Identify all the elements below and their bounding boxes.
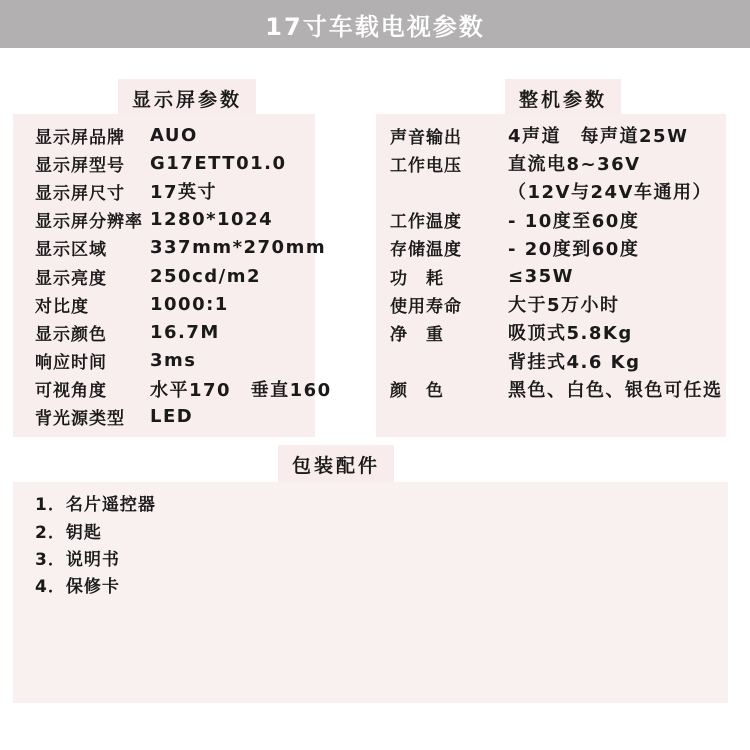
spec-row: [13, 290, 315, 318]
spec-label: 显示屏型号: [35, 155, 125, 176]
spec-value: 1280*1024: [150, 209, 274, 231]
spec-row: [13, 403, 315, 431]
spec-value: 1000:1: [150, 293, 229, 315]
machine-section-heading: 整机参数: [505, 79, 621, 118]
spec-row: [13, 149, 315, 177]
machine-spec-panel: [376, 114, 726, 437]
spec-label: 颜 色: [390, 381, 444, 402]
spec-label: 显示屏分辨率: [35, 212, 143, 233]
page-title: 17寸车载电视参数: [265, 12, 485, 41]
spec-label: 对比度: [35, 296, 89, 317]
spec-label: 响应时间: [35, 353, 107, 374]
spec-row: [376, 290, 726, 318]
spec-value: 背挂式4.6 Kg: [508, 351, 641, 373]
spec-value: 直流电8~36V: [508, 154, 641, 176]
spec-value: ≤35W: [508, 265, 574, 287]
spec-label: 显示颜色: [35, 324, 107, 345]
display-spec-panel: [13, 114, 332, 437]
spec-row: [376, 262, 726, 290]
spec-label: 工作电压: [390, 155, 462, 176]
spec-row: [13, 206, 315, 234]
spec-row: [376, 121, 726, 149]
accessory-item: 4．保修卡: [35, 577, 120, 598]
spec-value: （12V与24V车通用）: [508, 182, 712, 204]
accessory-list: [13, 489, 728, 599]
spec-label: 使用寿命: [390, 296, 462, 317]
spec-row: [376, 318, 726, 346]
spec-row: [13, 262, 315, 290]
spec-label: 工作温度: [390, 212, 462, 233]
display-spec-rows: [13, 121, 332, 431]
accessories-box: [13, 482, 728, 703]
spec-row: [376, 149, 726, 177]
spec-label: 功 耗: [390, 268, 444, 289]
spec-label: 显示区域: [35, 240, 107, 261]
spec-value: 17英寸: [150, 182, 218, 204]
spec-row: [376, 347, 726, 375]
accessory-item: 1．名片遥控器: [35, 495, 156, 516]
spec-label: 存储温度: [390, 240, 462, 261]
spec-label: 背光源类型: [35, 409, 125, 430]
title-bar: [0, 0, 750, 48]
spec-value: 大于5万小时: [508, 295, 620, 317]
spec-value: 3ms: [150, 350, 197, 372]
spec-row: [13, 375, 332, 403]
spec-label: 可视角度: [35, 381, 107, 402]
spec-row: [13, 234, 327, 262]
spec-value: - 10度至60度: [508, 210, 640, 232]
spec-row: [13, 318, 315, 346]
spec-value: AUO: [150, 124, 198, 146]
spec-label: 显示亮度: [35, 268, 107, 289]
spec-value: 吸顶式5.8Kg: [508, 323, 633, 345]
spec-value: G17ETT01.0: [150, 152, 287, 174]
display-section-heading: 显示屏参数: [118, 79, 256, 118]
spec-row: [13, 347, 315, 375]
accessory-item: 3．说明书: [35, 549, 120, 570]
spec-value: LED: [150, 406, 194, 428]
spec-row: [376, 375, 726, 403]
spec-row: [376, 177, 726, 205]
spec-row: [13, 121, 315, 149]
accessory-item: 2．钥匙: [35, 522, 102, 543]
spec-value: 水平170 垂直160: [150, 379, 332, 401]
spec-row: [376, 206, 726, 234]
spec-value: 337mm*270mm: [150, 237, 327, 259]
spec-row: [376, 234, 726, 262]
spec-row: [13, 177, 315, 205]
spec-value: 黑色、白色、银色可任选: [508, 379, 723, 401]
spec-value: 250cd/m2: [150, 265, 261, 287]
spec-label: 显示屏品牌: [35, 127, 125, 148]
machine-spec-rows: [376, 121, 726, 403]
spec-value: - 20度到60度: [508, 238, 640, 260]
spec-label: 声音输出: [390, 127, 462, 148]
spec-value: 4声道 每声道25W: [508, 126, 689, 148]
spec-label: 净 重: [390, 324, 444, 345]
accessories-section-heading: 包装配件: [278, 445, 394, 484]
spec-value: 16.7M: [150, 321, 220, 343]
spec-label: 显示屏尺寸: [35, 183, 125, 204]
